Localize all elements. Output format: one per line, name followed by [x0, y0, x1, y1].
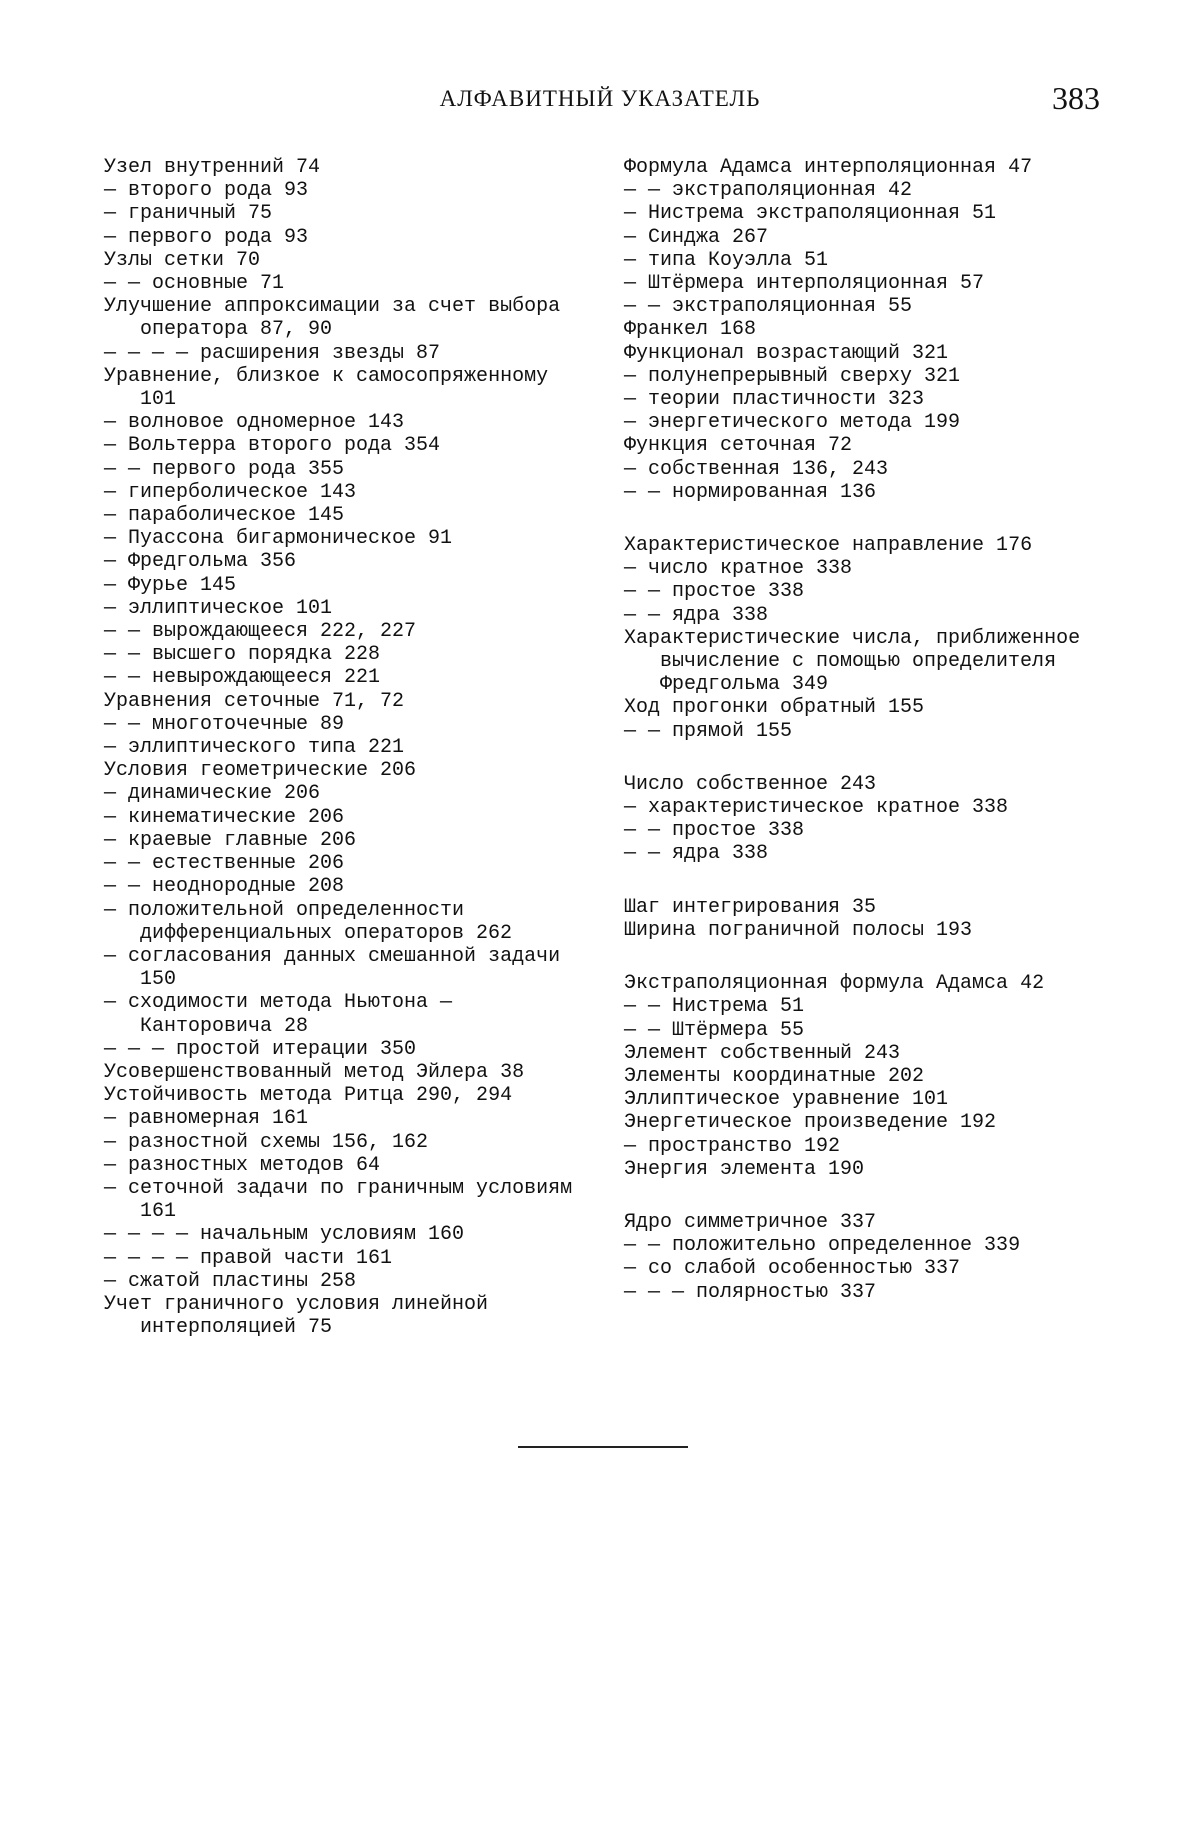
index-entry: — — — — расширения звезды 87: [104, 341, 441, 365]
index-entry: Число собственное 243: [624, 772, 877, 796]
index-entry: — первого рода 93: [104, 225, 309, 249]
index-entry: — — — простой итерации 350: [104, 1037, 417, 1061]
index-entry: — теории пластичности 323: [624, 388, 925, 412]
index-entry: — число кратное 338: [624, 557, 853, 581]
index-entry: — — положительно определенное 339: [624, 1234, 1021, 1258]
section-gap: [624, 743, 1104, 773]
index-entry: — — ядра 338: [624, 603, 769, 627]
index-entry: — Синджа 267: [624, 225, 769, 249]
index-entry: — — первого рода 355: [104, 457, 345, 481]
index-entry: — — — — начальным условиям 160: [104, 1223, 465, 1247]
index-entry: — кинематические 206: [104, 805, 345, 829]
index-entry: Устойчивость метода Ритца 290, 294: [104, 1084, 513, 1108]
index-entry: — — экстраполяционная 55: [624, 295, 913, 319]
section-gap: [624, 942, 1104, 972]
index-entry: — граничный 75: [104, 202, 273, 226]
index-entry: Учет граничного условия линейной интерполяцией 75: [104, 1292, 489, 1340]
index-entry: Энергия элемента 190: [624, 1157, 865, 1181]
index-entry: — характеристическое кратное 338: [624, 796, 1009, 820]
index-entry: — разностных методов 64: [104, 1153, 381, 1177]
index-entry: Узлы сетки 70: [104, 248, 261, 272]
index-entry: — эллиптическое 101: [104, 596, 333, 620]
index-entry: — — высшего порядка 228: [104, 643, 381, 667]
index-entry: — — — полярностью 337: [624, 1280, 877, 1304]
index-entry: — — вырождающееся 222, 227: [104, 620, 417, 644]
index-entry: — — неоднородные 208: [104, 875, 345, 899]
page-header: [0, 80, 1200, 120]
index-entry: — — простое 338: [624, 819, 805, 843]
index-entry: Энергетическое произведение 192: [624, 1111, 997, 1135]
index-entry: — — основные 71: [104, 272, 285, 296]
index-entry: — сходимости метода Ньютона — Канторовича 28: [104, 991, 453, 1038]
index-entry: — энергетического метода 199: [624, 411, 961, 435]
index-entry: — — естественные 206: [104, 852, 345, 876]
index-entry: Улучшение аппроксимации за счет выбора оператора 87, 90: [104, 295, 561, 342]
index-entry: Элементы координатные 202: [624, 1064, 925, 1088]
index-entry: — — ядра 338: [624, 842, 769, 866]
index-entry: — волновое одномерное 143: [104, 411, 405, 435]
index-entry: — — простое 338: [624, 580, 805, 604]
index-entry: — сжатой пластины 258: [104, 1269, 357, 1293]
index-entry: Экстраполяционная формула Адамса 42: [624, 972, 1045, 996]
index-entry: — — невырождающееся 221: [104, 666, 381, 690]
index-entry: Ядро симметричное 337: [624, 1210, 877, 1234]
index-entry: — — экстраполяционная 42: [624, 179, 913, 203]
index-entry: — равномерная 161: [104, 1107, 309, 1131]
end-rule: [518, 1446, 688, 1448]
index-entry: Франкел 168: [624, 318, 757, 342]
index-column-right: [624, 156, 1104, 1304]
index-entry: — — — — правой части 161: [104, 1246, 393, 1270]
index-entry: — — прямой 155: [624, 719, 793, 743]
index-column-left: [104, 156, 576, 1339]
index-entry: Уравнение, близкое к самосопряженному 101: [104, 364, 549, 412]
index-entry: — Нистрема экстраполяционная 51: [624, 202, 997, 226]
index-entry: — краевые главные 206: [104, 828, 357, 852]
index-entry: Ширина пограничной полосы 193: [624, 918, 973, 942]
index-entry: Условия геометрические 206: [104, 759, 417, 783]
index-entry: — Фурье 145: [104, 573, 237, 597]
index-entry: — сеточной задачи по граничным условиям 161: [104, 1176, 573, 1224]
index-entry: — со слабой особенностью 337: [624, 1257, 961, 1281]
index-entry: — гиперболическое 143: [104, 480, 357, 504]
index-entry: Характеристическое направление 176: [624, 534, 1033, 558]
index-entry: Ход прогонки обратный 155: [624, 696, 925, 720]
page-number: 383: [1052, 80, 1100, 116]
index-entry: — эллиптического типа 221: [104, 736, 405, 760]
index-entry: — Пуассона бигармоническое 91: [104, 527, 453, 551]
index-entry: Характеристические числа, приближенное вычисление с помощью определителя Фредгольма 349: [624, 626, 1081, 697]
index-entry: — разностной схемы 156, 162: [104, 1130, 429, 1154]
index-entry: — — Штёрмера 55: [624, 1018, 805, 1042]
index-entry: Усовершенствованный метод Эйлера 38: [104, 1060, 525, 1084]
section-gap: [624, 504, 1104, 534]
index-entry: — — Нистрема 51: [624, 995, 805, 1019]
running-title: АЛФАВИТНЫЙ УКАЗАТЕЛЬ: [439, 86, 761, 111]
section-gap: [624, 866, 1104, 896]
index-entry: — — многоточечные 89: [104, 712, 345, 736]
index-entry: — согласования данных смешанной задачи 150: [104, 944, 561, 992]
index-entry: Функция сеточная 72: [624, 434, 853, 458]
index-entry: Шаг интегрирования 35: [624, 895, 877, 919]
index-entry: — Вольтерра второго рода 354: [104, 434, 441, 458]
index-entry: Формула Адамса интерполяционная 47: [624, 156, 1033, 179]
index-entry: — положительной определенности дифференциальных операторов 262: [104, 898, 513, 945]
index-entry: — второго рода 93: [104, 179, 309, 203]
index-entry: Уравнения сеточные 71, 72: [104, 689, 405, 713]
index-entry: — Фредгольма 356: [104, 550, 297, 574]
index-entry: — — нормированная 136: [624, 480, 877, 504]
index-entry: — собственная 136, 243: [624, 457, 889, 481]
index-entry: — Штёрмера интерполяционная 57: [624, 272, 985, 296]
section-gap: [624, 1181, 1104, 1211]
index-entry: Узел внутренний 74: [104, 156, 321, 179]
index-entry: — полунепрерывный сверху 321: [624, 364, 961, 388]
index-entry: — пространство 192: [624, 1134, 841, 1158]
index-entry: Эллиптическое уравнение 101: [624, 1088, 949, 1112]
index-entry: — параболическое 145: [104, 504, 345, 528]
index-entry: — динамические 206: [104, 782, 321, 806]
index-entry: Элемент собственный 243: [624, 1041, 901, 1065]
index-entry: — типа Коуэлла 51: [624, 248, 829, 272]
index-entry: Функционал возрастающий 321: [624, 341, 949, 365]
